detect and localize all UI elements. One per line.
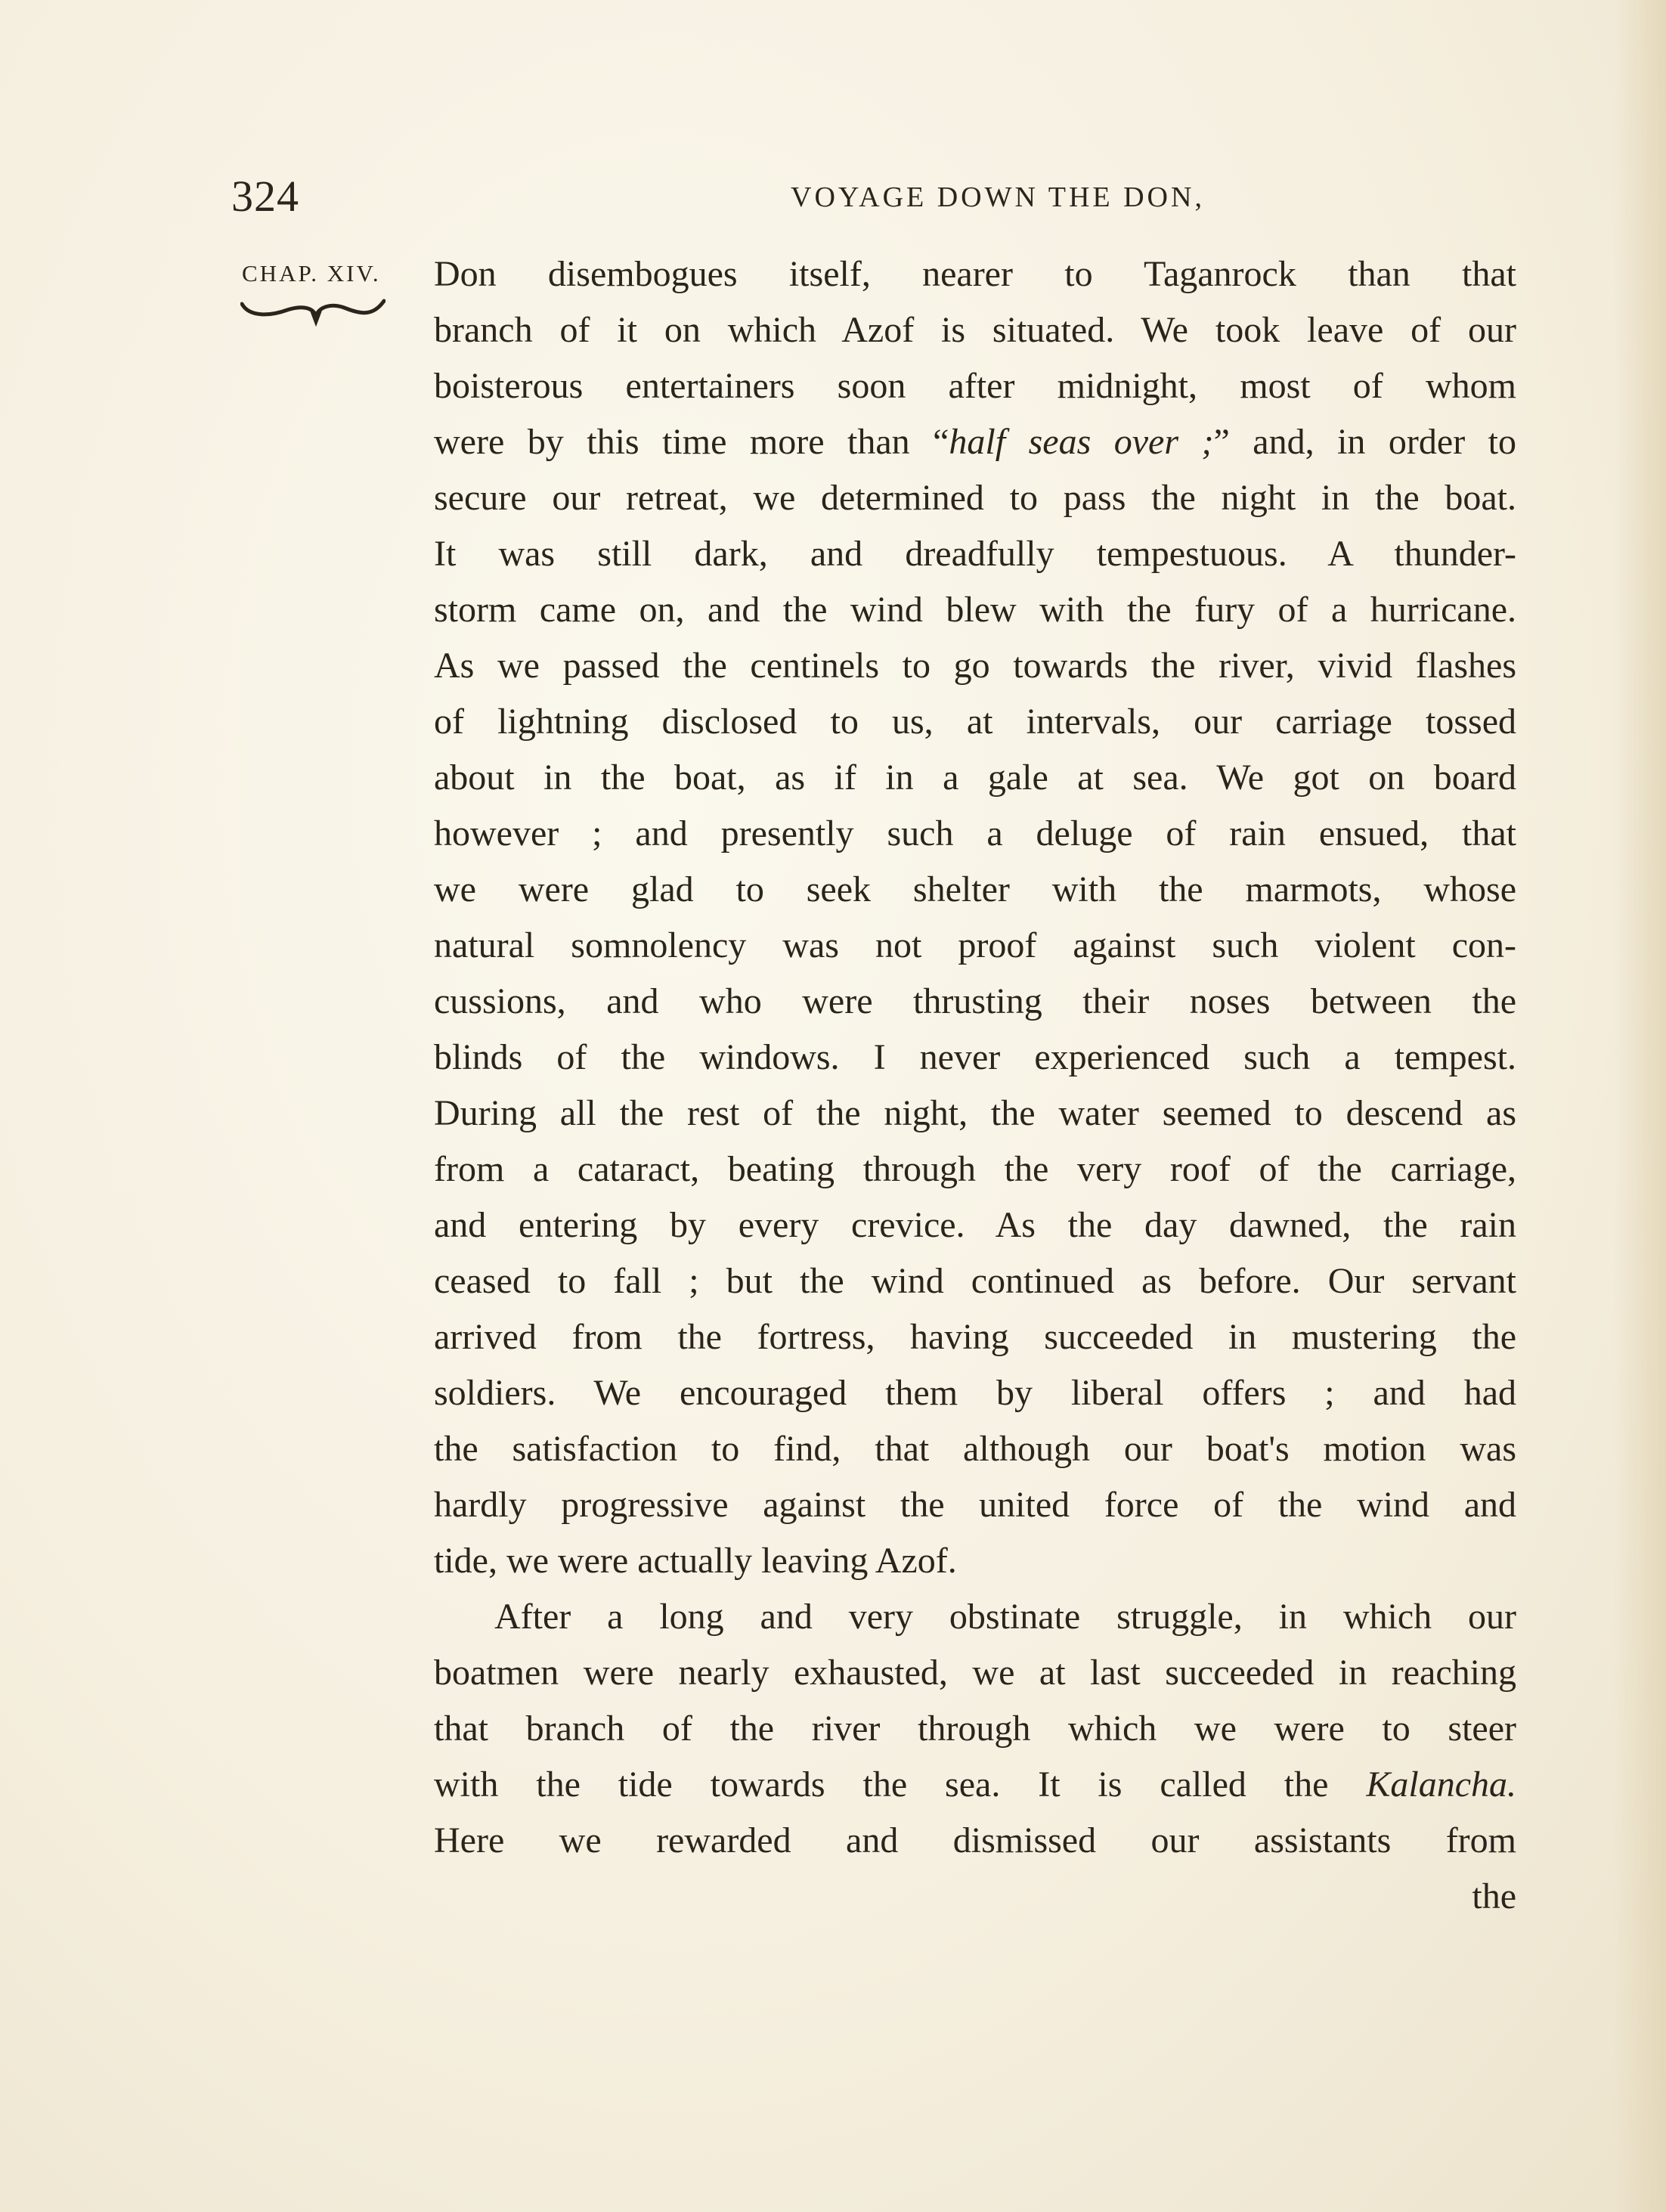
text-line: arrived from the fortress, having succeeded in mustering the [434, 1317, 1516, 1357]
text-line [434, 414, 1516, 470]
text-line: and entering by every crevice. As the day dawned, the rain [434, 1205, 1516, 1245]
text-line: we were glad to seek shelter with the marmots, whose [434, 869, 1516, 909]
text-line: however ; and presently such a deluge of rain ensued, that [434, 813, 1516, 854]
page-number: 324 [231, 172, 299, 221]
text-line: the satisfaction to find, that although our boat's motion was [434, 1429, 1516, 1469]
text-line: During all the rest of the night, the water seemed to descend as [434, 1093, 1516, 1133]
body-text [434, 246, 1516, 1925]
text-line: Here we rewarded and dismissed our assistants from [434, 1820, 1516, 1860]
text-segment: with the tide towards the sea. It is called the [434, 1764, 1367, 1805]
text-segment: were by this time more than “ [434, 422, 949, 462]
italic-phrase: half seas over ; [949, 422, 1214, 462]
text-line: As we passed the centinels to go towards the river, vivid flashes [434, 646, 1516, 686]
text-line: that branch of the river through which we were to steer [434, 1709, 1516, 1749]
flourish-ornament-icon [240, 296, 386, 327]
text-line: boisterous entertainers soon after midnight, most of whom [434, 366, 1516, 406]
text-line: tide, we were actually leaving Azof. [434, 1541, 957, 1581]
text-line: cussions, and who were thrusting their noses between the [434, 981, 1516, 1021]
text-segment: ” and, in order to [1213, 422, 1517, 462]
text-line: hardly progressive against the united force of the wind and [434, 1485, 1516, 1525]
text-line: blinds of the windows. I never experienced such a tempest. [434, 1037, 1516, 1077]
chapter-label: CHAP. XIV. [242, 260, 381, 287]
text-line: ceased to fall ; but the wind continued as before. Our servant [434, 1261, 1516, 1301]
page-edge-shadow [1613, 0, 1666, 2212]
text-line: It was still dark, and dreadfully tempestuous. A thunder- [434, 534, 1516, 574]
text-line [434, 1757, 1516, 1813]
italic-phrase: Kalancha. [1366, 1764, 1516, 1805]
text-line: natural somnolency was not proof against such violent con- [434, 925, 1516, 965]
text-line: storm came on, and the wind blew with the fury of a hurricane. [434, 590, 1516, 630]
text-line: from a cataract, beating through the very roof of the carriage, [434, 1149, 1516, 1189]
text-line: After a long and very obstinate struggle, in which our [494, 1597, 1516, 1637]
text-line: Don disembogues itself, nearer to Taganrock than that [434, 254, 1516, 294]
text-line: boatmen were nearly exhausted, we at last succeeded in reaching [434, 1653, 1516, 1693]
running-head: VOYAGE DOWN THE DON, [791, 181, 1205, 213]
text-line: branch of it on which Azof is situated. We took leave of our [434, 310, 1516, 350]
text-line: soldiers. We encouraged them by liberal offers ; and had [434, 1373, 1516, 1413]
text-line: secure our retreat, we determined to pass the night in the boat. [434, 478, 1516, 518]
catchword: the [1472, 1876, 1516, 1916]
text-line: about in the boat, as if in a gale at sea. We got on board [434, 757, 1516, 798]
text-line: of lightning disclosed to us, at intervals, our carriage tossed [434, 702, 1516, 742]
